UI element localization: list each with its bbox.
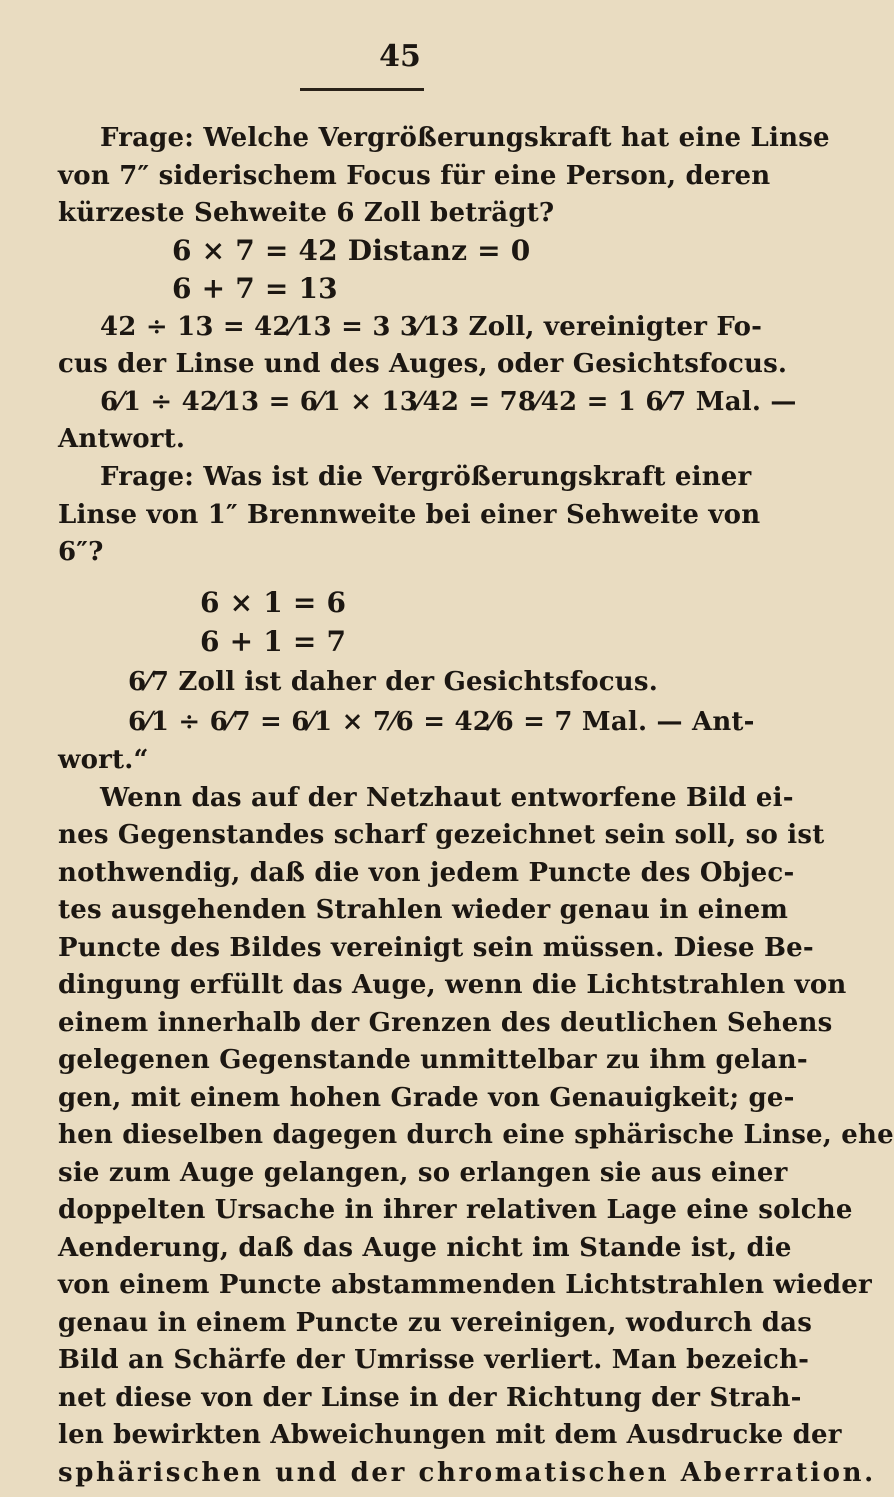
text-line: gelegenen Gegenstande unmittelbar zu ihm gelan- [58, 1045, 808, 1075]
formula-line: 6⁄1 ÷ 6⁄7 = 6⁄1 × 7⁄6 = 42⁄6 = 7 Mal. — Ant- [128, 707, 755, 737]
formula-line: 6 + 1 = 7 [200, 625, 347, 658]
text-line: wort.“ [58, 745, 149, 775]
text-line: Linse von 1″ Brennweite bei einer Sehweite von [58, 500, 761, 530]
text-line: cus der Linse und des Auges, oder Gesichtsfocus. [58, 349, 788, 379]
text-line: len bewirkten Abweichungen mit dem Ausdrucke der [58, 1420, 842, 1450]
page-number: 45 [379, 39, 421, 74]
formula-line: 6 + 7 = 13 [172, 272, 338, 305]
text-line: hen dieselben dagegen durch eine sphärische Linse, ehe [58, 1120, 894, 1150]
text-line: 42 ÷ 13 = 42⁄13 = 3 3⁄13 Zoll, vereinigter Fo- [100, 312, 763, 342]
text-line: nes Gegenstandes scharf gezeichnet sein soll, so ist [58, 820, 825, 850]
text-line: genau in einem Puncte zu vereinigen, wodurch das [58, 1308, 813, 1338]
text-line: tes ausgehenden Strahlen wieder genau in einem [58, 895, 789, 925]
text-line: von 7″ siderischem Focus für eine Person, deren [58, 161, 771, 191]
text-line: nothwendig, daß die von jedem Puncte des Objec- [58, 858, 795, 888]
text-line: gen, mit einem hohen Grade von Genauigkeit; ge- [58, 1083, 795, 1113]
header-rule [300, 88, 424, 91]
text-line: sphärischen und der chromatischen Aberration. [58, 1458, 876, 1488]
formula-line: 6 × 7 = 42 Distanz = 0 [172, 234, 531, 267]
text-line: Bild an Schärfe der Umrisse verliert. Man bezeich- [58, 1345, 810, 1375]
text-line: Frage: Welche Vergrößerungskraft hat eine Linse [100, 123, 830, 153]
text-line: kürzeste Sehweite 6 Zoll beträgt? [58, 198, 555, 228]
text-line: Wenn das auf der Netzhaut entworfene Bild ei- [100, 783, 794, 813]
text-line: net diese von der Linse in der Richtung der Strah- [58, 1383, 802, 1413]
text-line: von einem Puncte abstammenden Lichtstrahlen wieder [58, 1270, 872, 1300]
text-line: 6″? [58, 537, 104, 567]
formula-line: 6 × 1 = 6 [200, 586, 347, 619]
text-line: 6⁄7 Zoll ist daher der Gesichtsfocus. [128, 667, 658, 697]
text-line: doppelten Ursache in ihrer relativen Lage eine solche [58, 1195, 853, 1225]
text-line: dingung erfüllt das Auge, wenn die Lichtstrahlen von [58, 970, 847, 1000]
text-line: Aenderung, daß das Auge nicht im Stande ist, die [58, 1233, 792, 1263]
text-line: Antwort. [58, 424, 186, 454]
text-line: sie zum Auge gelangen, so erlangen sie aus einer [58, 1158, 788, 1188]
text-line: einem innerhalb der Grenzen des deutlichen Sehens [58, 1008, 833, 1038]
formula-line: 6⁄1 ÷ 42⁄13 = 6⁄1 × 13⁄42 = 78⁄42 = 1 6⁄7 Mal. — [100, 387, 797, 417]
text-line: Frage: Was ist die Vergrößerungskraft einer [100, 462, 752, 492]
text-line: Puncte des Bildes vereinigt sein müssen. Diese Be- [58, 933, 814, 963]
